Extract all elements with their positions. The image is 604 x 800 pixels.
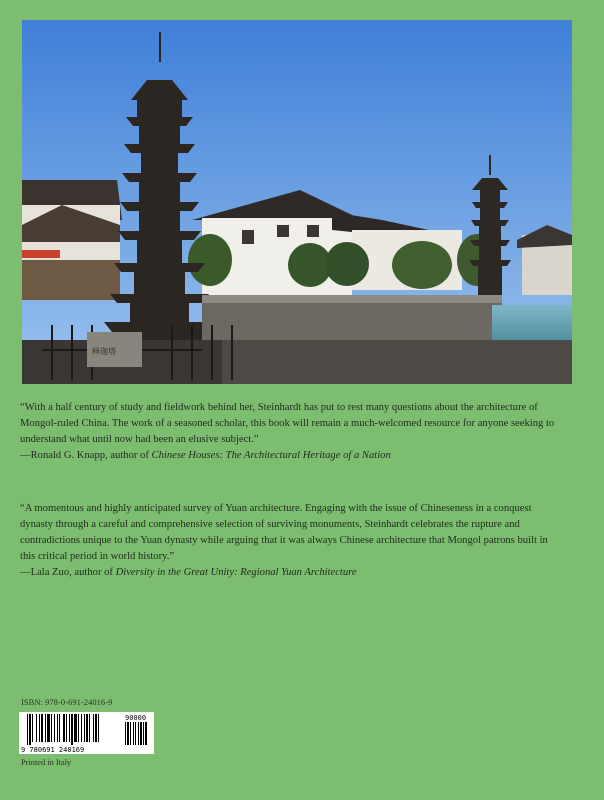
barcode-bar <box>39 714 40 742</box>
barcode-bar <box>63 714 65 742</box>
barcode-addon-bar <box>145 722 147 745</box>
barcode-addon-bar <box>133 722 134 745</box>
pagoda-photo-illustration <box>22 20 572 384</box>
barcode-bar <box>93 714 94 742</box>
barcode-bar <box>98 714 99 742</box>
barcode-addon-bar <box>143 722 144 745</box>
barcode-bar <box>27 714 28 745</box>
barcode-addon-bar <box>130 722 131 745</box>
cover-photo <box>22 20 572 384</box>
barcode-bar <box>41 714 43 742</box>
barcode-bar <box>84 714 85 742</box>
blurb-quote-2 <box>20 501 560 581</box>
quote-2-author: —Lala Zuo, author of <box>20 567 116 578</box>
stone-sign-text: 释迦塔 <box>92 347 116 356</box>
barcode-bar <box>54 714 55 742</box>
barcode-addon-bar <box>138 722 139 745</box>
barcode-bar <box>59 714 60 742</box>
barcode-bar <box>32 714 33 742</box>
quote-1-book-title: Chinese Houses: The Architectural Heritage of a Nation <box>151 450 391 461</box>
quote-2-book-title: Diversity in the Great Unity: Regional Yuan Architecture <box>115 567 357 578</box>
printed-in-label: Printed in Italy <box>21 758 72 767</box>
barcode-bar <box>78 714 79 742</box>
barcode-bar <box>74 714 77 742</box>
barcode-addon-bar <box>135 722 136 745</box>
barcode-bar <box>45 714 46 742</box>
barcode-bar <box>47 714 50 742</box>
quote-2-text: “A momentous and highly anticipated survey of Yuan architecture. Engaging with the issue of Chineseness in a conquest dynasty through a careful and comprehensive selection of surviving monuments, Steinhardt celebrates the rupture and contradictions unique to the Yuan dynasty while arguing that it was always Chinese architecture that Mongol patrons built in this critical period in world history.” <box>20 503 548 562</box>
barcode-addon-bar <box>127 722 129 745</box>
barcode-bar <box>95 714 97 742</box>
blurb-quote-1 <box>20 400 560 464</box>
barcode-bar <box>71 714 73 745</box>
quote-1-author: —Ronald G. Knapp, author of <box>20 450 152 461</box>
barcode-bar <box>57 714 58 742</box>
barcode-bar <box>36 714 37 742</box>
barcode-bar <box>29 714 31 745</box>
quote-2-attribution <box>20 565 560 581</box>
quote-1-text: “With a half century of study and fieldwork behind her, Steinhardt has put to rest many questions about the architecture of Mongol-ruled China. The work of a seasoned scholar, this book will remain a much-welcomed resource for anyone seeking to understand what until now had been an elusive subject.” <box>20 402 555 445</box>
barcode-bar <box>86 714 88 742</box>
barcode-bar <box>89 714 90 742</box>
barcode-addon-bar <box>125 722 126 745</box>
barcode-graphic <box>19 712 154 754</box>
barcode-digits: 9 780691 240169 <box>21 746 85 754</box>
barcode-bar <box>51 714 52 742</box>
barcode-bar <box>81 714 82 742</box>
barcode-price-code: 90000 <box>125 714 147 722</box>
quote-1-attribution <box>20 448 560 464</box>
barcode <box>19 712 154 754</box>
barcode-bar <box>69 714 70 742</box>
isbn-label: ISBN: 978-0-691-24016-9 <box>21 698 113 707</box>
barcode-bar <box>66 714 67 742</box>
barcode-addon-bar <box>140 722 142 745</box>
